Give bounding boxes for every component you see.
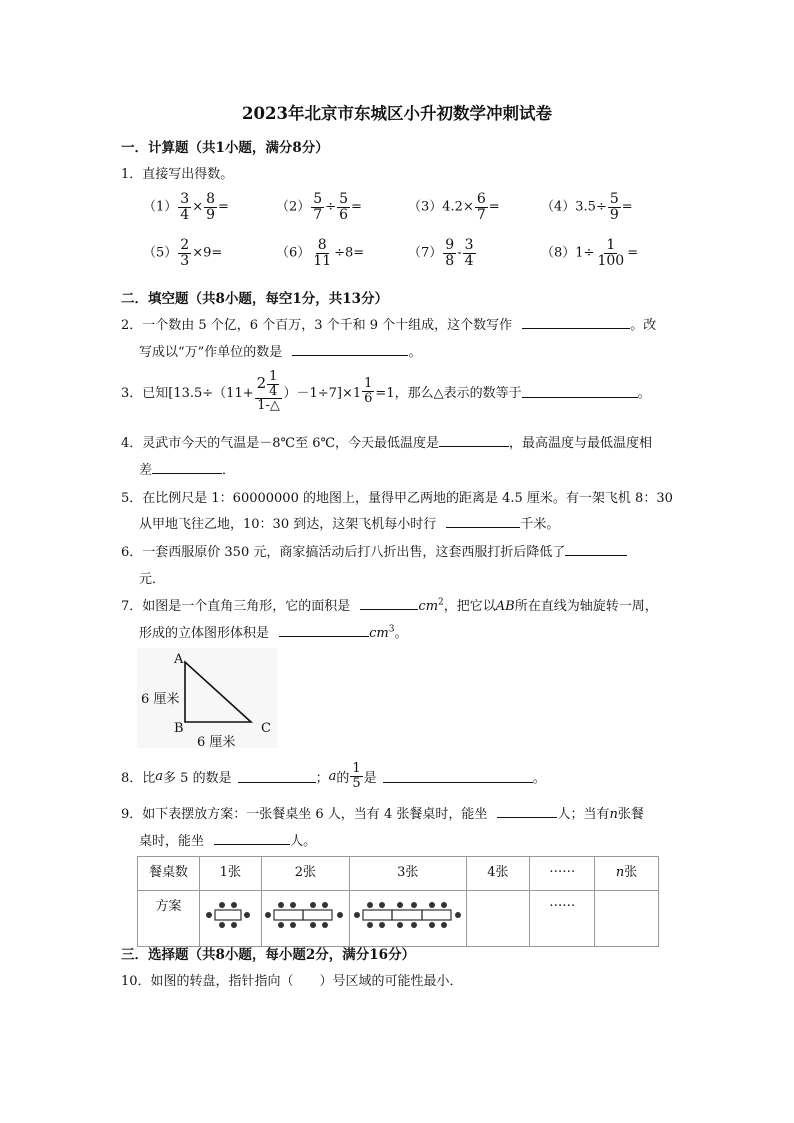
three-tables-diagram [354,901,462,929]
q1-item-6: （6） $\frac{8}{11}$ ÷8= [276,237,365,269]
plan-cell-4 [466,891,530,947]
section-heading-calc: 一．计算题（共1小题，满分8分） [121,140,329,156]
table-header-cell: 3张 [350,857,466,891]
plan-cell-2 [261,891,349,947]
plan-cell-n [595,891,659,947]
table-header-cell: n张 [595,857,659,891]
q8-answer-blank-2[interactable] [383,769,533,783]
vertex-c-label: C [261,721,271,736]
section-heading-fill: 二．填空题（共8小题，每空1分，共13分） [121,291,389,307]
page-title: 2023年北京市东城区小升初数学冲刺试卷 [242,104,552,123]
q7-line-2: 形成的立体图形体积是 $cm^3$。 [139,624,408,641]
one-table-diagram [206,901,254,929]
q4-line-2: 差 ． [139,459,235,478]
q8-answer-blank-1[interactable] [238,769,316,783]
side-ab-length: 6 厘米 [141,692,180,707]
q2-line-2: 写成以“万”作单位的数是 。 [139,341,421,360]
two-tables-diagram [265,901,345,929]
q9-line-2: 桌时，能坐 人。 [139,830,316,849]
q7-line-1: 7．如图是一个直角三角形，它的面积是 $cm^2$，把它以AB所在直线为轴旋转一周， [121,597,658,614]
q7-answer-blank-2[interactable] [279,623,369,637]
table-header-cell: 餐桌数 [138,857,200,891]
q2-line-1: 2．一个数由 5 个亿，6 个百万，3 个千和 9 个十组成，这个数写作 。改 [121,314,656,333]
table-row [138,857,659,891]
q9-answer-blank-1[interactable] [497,804,557,818]
table-header-cell: …… [530,857,595,891]
table-header-cell: 2张 [261,857,349,891]
q4-answer-blank-1[interactable] [439,433,509,447]
q5-line-2: 从甲地飞往乙地，10：30 到达，这架飞机每小时行 千米。 [139,513,559,532]
q6-line-2: 元． [139,572,166,587]
q9-answer-blank-2[interactable] [214,831,290,845]
table-row [138,891,659,947]
q9-line-1: 9．如下表摆放方案：一张餐桌坐 6 人，当有 4 张餐桌时，能坐 人；当有n张餐 [121,803,644,822]
q2-answer-blank-2[interactable] [292,342,408,356]
q1-item-2: （2） $\frac{5}{7}$ ÷ $\frac{5}{6}$ = [276,191,362,223]
table-arrangement-plan [137,856,659,947]
plan-cell-1 [199,891,261,947]
q8-line: 8．比 a 多 5 的数是 ； a 的 $\frac{1}{5}$ 是 。 [121,761,546,791]
vertex-a-label: A [174,652,184,667]
q3-line: 3．已知[13.5÷（11+ 2 $\frac{1}{4}$ 1-△ ） －1÷7]×1 $\frac{1}{6}$ =1，那么△表示的数等于 。 [121,369,651,414]
q6-answer-blank[interactable] [565,542,627,556]
q4-answer-blank-2[interactable] [152,460,222,474]
q1-item-3: （3）4.2× $\frac{6}{7}$ = [408,191,500,223]
q1-item-4: （4）3.5÷ $\frac{5}{9}$ = [541,191,633,223]
q5-answer-blank[interactable] [446,514,520,528]
q5-line-1: 5．在比例尺是 1：60000000 的地图上，量得甲乙两地的距离是 4.5 厘米。有一架飞机 8：30 [121,491,673,506]
table-row-label: 方案 [138,891,200,947]
q1-item-7: （7） $\frac{9}{8}$ - $\frac{3}{4}$ [408,237,474,269]
side-bc-length: 6 厘米 [197,735,236,750]
q1-item-8: （8）1÷ $\frac{1}{100}$ = [541,237,639,269]
q4-line-1: 4．灵武市今天的气温是－8℃至 6℃，今天最低温度是 ，最高温度与最低温度相 [121,432,652,451]
plan-cell-3 [350,891,466,947]
q3-answer-blank[interactable] [522,384,638,398]
q1-stem: 1．直接写出得数。 [121,167,234,182]
q7-answer-blank-1[interactable] [360,596,418,610]
plan-cell-ellipsis: …… [530,891,595,947]
q1-item-1: （1） $\frac{3}{4}$ × $\frac{8}{9}$ = [143,191,229,223]
q2-answer-blank-1[interactable] [522,315,630,329]
triangle-abc [185,662,251,722]
q1-item-5: （5） $\frac{2}{3}$ ×9= [143,237,223,269]
q10-line: 10．如图的转盘，指针指向（ ）号区域的可能性最小． [121,974,463,989]
vertex-b-label: B [174,721,184,736]
section-heading-choice: 三．选择题（共8小题，每小题2分，满分16分） [121,947,416,963]
triangle-figure [137,648,277,748]
table-header-cell: 1张 [199,857,261,891]
q6-line-1: 6．一套西服原价 350 元，商家搞活动后打八折出售，这套西服打折后降低了 [121,541,627,560]
table-header-cell: 4张 [466,857,530,891]
